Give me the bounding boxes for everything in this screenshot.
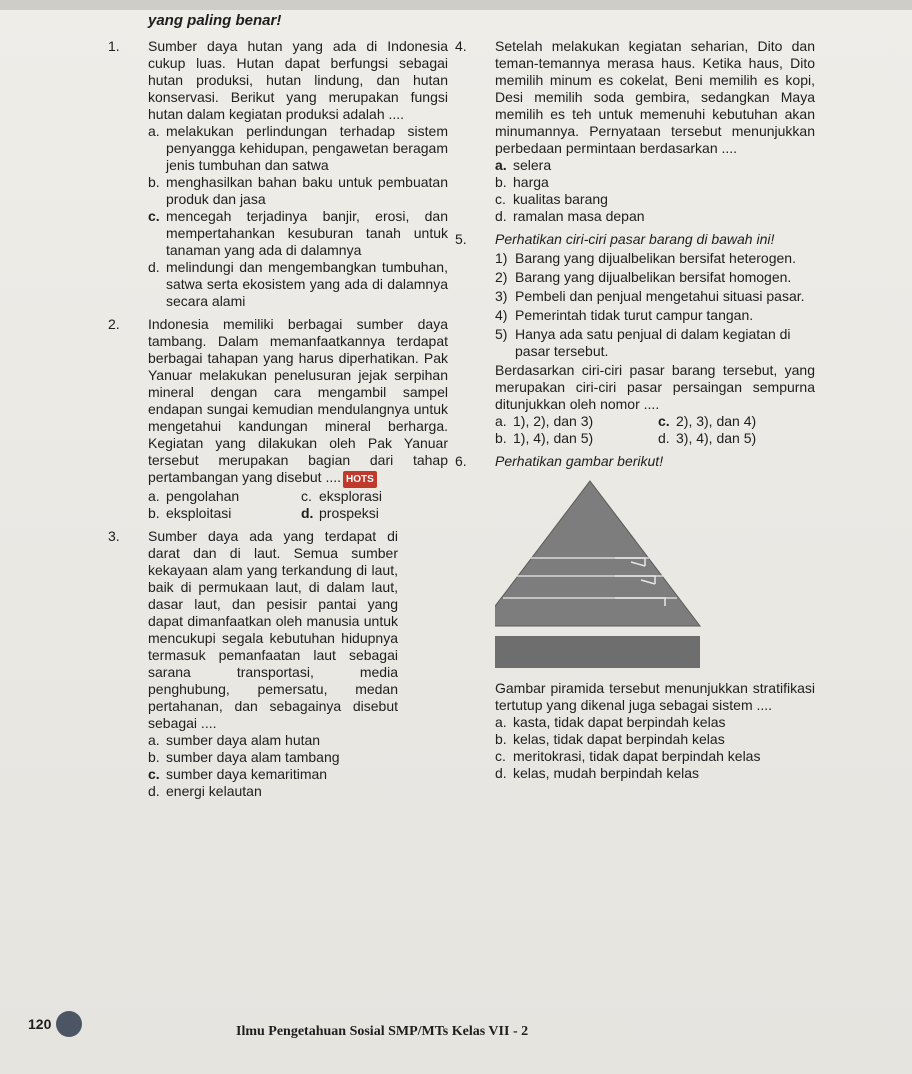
top-strip	[0, 0, 912, 10]
option-c[interactable]: c. 2), 3), dan 4)	[658, 413, 757, 429]
option-d[interactable]: d. kelas, mudah berpindah kelas	[495, 765, 700, 781]
right-column	[455, 38, 815, 788]
option-d[interactable]: d. energi kelautan	[148, 783, 262, 799]
option-d[interactable]: d. prospeksi	[301, 505, 379, 521]
question-6	[455, 453, 815, 782]
question-number: 5.	[455, 231, 467, 247]
question-number: 4.	[455, 38, 467, 54]
option-b[interactable]: b. sumber daya alam tambang	[148, 749, 340, 765]
question-2	[108, 316, 448, 522]
option-a[interactable]: a. sumber daya alam hutan	[148, 732, 321, 748]
question-text: Sumber daya hutan yang ada di Indonesia cukup luas. Hutan dapat berfungsi sebagai hutan produksi, hutan lindung, dan hutan konservasi. Berikut yang merupakan fungsi hutan dalam kegiatan produksi adalah ....	[148, 38, 448, 122]
pyramid-base	[495, 636, 700, 668]
option-d[interactable]: d. 3), 4), dan 5)	[658, 430, 757, 446]
option-c[interactable]: c. eksplorasi	[301, 488, 383, 504]
question-number: 3.	[108, 528, 120, 544]
question-1	[108, 38, 448, 310]
question-text: Perhatikan gambar berikut!	[495, 453, 664, 469]
question-5	[455, 231, 815, 447]
question-number: 1.	[108, 38, 120, 54]
pyramid-figure	[495, 476, 815, 676]
option-c[interactable]: c. sumber daya kemaritiman	[148, 766, 328, 782]
question-text: Sumber daya ada yang terdapat di darat dan di laut. Semua sumber kekayaan alam yang terkandung di laut, baik di permukaan laut, di dalam laut, dasar laut, dan pesisir pantai yang dapat dimanfaatkan oleh manusia untuk mencukupi segala kebutuhan hidupnya termasuk pemanfaatan laut sebagai sarana transportasi, media penghubung, pemersatu, medan pertahanan, dan sebagainya disebut sebagai ....	[148, 528, 398, 731]
option-a[interactable]: a. 1), 2), dan 3)	[495, 413, 594, 429]
option-a[interactable]: a. pengolahan	[148, 488, 240, 504]
list-item: 3) Pembeli dan penjual mengetahui situasi pasar.	[495, 288, 805, 304]
option-c[interactable]: c. mencegah terjadinya banjir, erosi, dan mempertahankan kesuburan tanah untuk tanaman yang ada di dalamnya	[148, 208, 448, 258]
list-item: 5) Hanya ada satu penjual di dalam kegiatan di pasar tersebut.	[495, 326, 791, 359]
question-text: Setelah melakukan kegiatan seharian, Dito dan teman-temannya merasa haus. Ketika haus, Dito memilih minum es cokelat, Beni memilih es kopi, Desi memilih soda gembira, sedangkan Maya memilih es teh untuk memenuhi kebutuhan akan minumannya. Pernyataan tersebut menunjukkan perbedaan permintaan berdasarkan ....	[495, 38, 815, 156]
question-number: 2.	[108, 316, 120, 332]
option-b[interactable]: b. harga	[495, 174, 549, 190]
question-text: Indonesia memiliki berbagai sumber daya tambang. Dalam memanfaatkannya terdapat berbagai tahapan yang harus diperhatikan. Pak Yanuar melakukan penelusuran jejak serpihan mineral dengan cara mengambil sampel endapan sungai kemudian mendulangnya untuk mengetahui kandungan mineral berharga. Kegiatan yang dilakukan oleh Pak Yanuar tersebut merupakan bagian dari tahap pertambangan yang disebut ....	[148, 316, 448, 485]
section-heading: yang paling benar!	[148, 12, 282, 29]
option-c[interactable]: c. kualitas barang	[495, 191, 608, 207]
option-d[interactable]: d. ramalan masa depan	[495, 208, 645, 224]
question-closing: Berdasarkan ciri-ciri pasar barang tersebut, yang merupakan ciri-ciri pasar persaingan sempurna ditunjukkan oleh nomor ....	[495, 362, 815, 412]
question-text: Perhatikan ciri-ciri pasar barang di bawah ini!	[495, 231, 775, 247]
pyramid-shape	[495, 481, 700, 626]
option-d[interactable]: d. melindungi dan mengembangkan tumbuhan, satwa serta ekosistem yang ada di dalamnya secara alami	[148, 259, 448, 309]
option-b[interactable]: b. 1), 4), dan 5)	[495, 430, 594, 446]
list-item: 2) Barang yang dijualbelikan bersifat homogen.	[495, 269, 792, 285]
option-c[interactable]: c. meritokrasi, tidak dapat berpindah kelas	[495, 748, 761, 764]
pyramid-illustration	[495, 476, 815, 676]
feature-list	[495, 250, 815, 360]
page-number: 120	[28, 1016, 52, 1032]
option-a[interactable]: a. kasta, tidak dapat berpindah kelas	[495, 714, 726, 730]
question-number: 6.	[455, 453, 467, 469]
book-title: Ilmu Pengetahuan Sosial SMP/MTs Kelas VII - 2	[236, 1024, 529, 1039]
option-a[interactable]: a. melakukan perlindungan terhadap sistem penyangga kehidupan, pengawetan beragam jenis tumbuhan dan satwa	[148, 123, 448, 173]
question-4	[455, 38, 815, 225]
option-b[interactable]: b. kelas, tidak dapat berpindah kelas	[495, 731, 725, 747]
option-b[interactable]: b. menghasilkan bahan baku untuk pembuatan produk dan jasa	[148, 174, 448, 207]
list-item: 4) Pemerintah tidak turut campur tangan.	[495, 307, 754, 323]
question-3	[108, 528, 398, 800]
option-b[interactable]: b. eksploitasi	[148, 505, 232, 521]
figure-caption: Gambar piramida tersebut menunjukkan stratifikasi tertutup yang dikenal juga sebagai sistem ....	[495, 680, 815, 713]
hots-badge: HOTS	[343, 471, 377, 488]
left-column	[108, 38, 448, 806]
option-a[interactable]: a. selera	[495, 157, 552, 173]
page-marker-icon	[56, 1011, 82, 1037]
list-item: 1) Barang yang dijualbelikan bersifat heterogen.	[495, 250, 796, 266]
